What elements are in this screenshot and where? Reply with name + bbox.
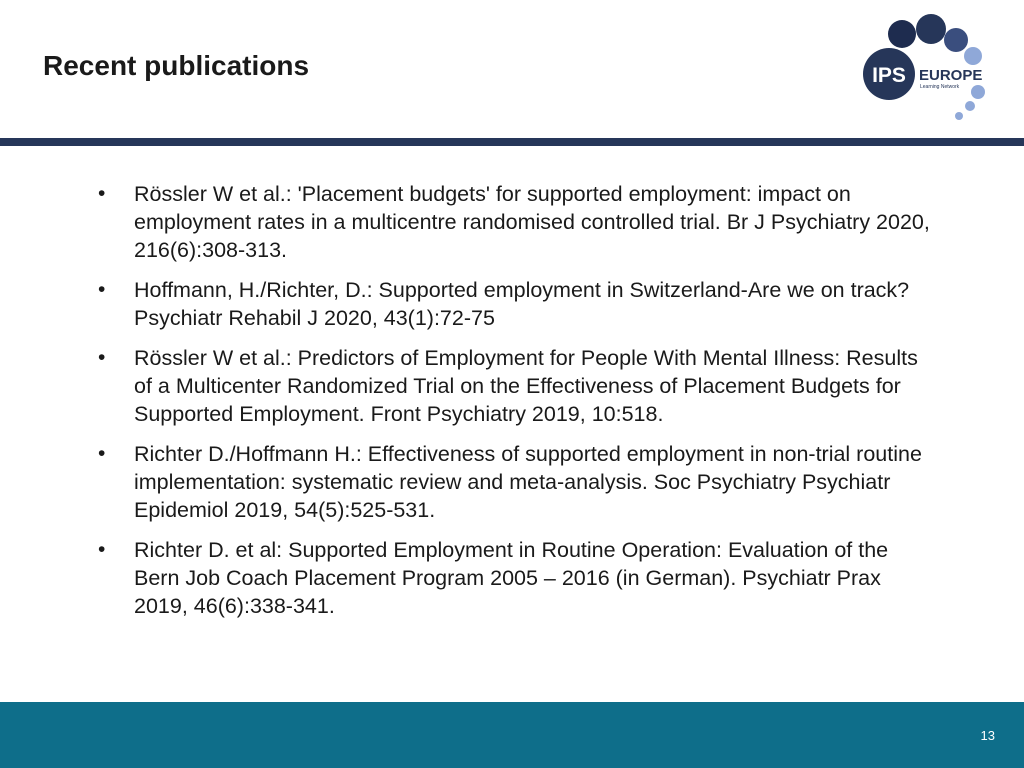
page-number: 13 <box>980 728 995 743</box>
bullet-marker: • <box>98 538 106 561</box>
publication-item <box>98 440 938 524</box>
logo-ips-text: IPS <box>872 64 906 87</box>
logo-dot-4 <box>964 47 982 65</box>
bullet-marker: • <box>98 346 106 369</box>
logo-dot-1 <box>888 20 916 48</box>
publication-item <box>98 344 938 428</box>
bullet-marker: • <box>98 278 106 301</box>
ips-europe-logo <box>856 10 996 126</box>
publication-citation: Rössler W et al.: 'Placement budgets' for supported employment: impact on employment rates in a multicentre randomised controlled trial. Br J Psychiatry 2020, 216(6):308-313. <box>134 182 930 262</box>
publication-citation: Rössler W et al.: Predictors of Employment for People With Mental Illness: Results of a Multicenter Randomized Trial on the Effectiveness of Placement Budgets for Supported Employment. Front Psychiatry 2019, 10:518. <box>134 346 918 426</box>
logo-dot-7 <box>955 112 963 120</box>
logo-europe-text: EUROPE <box>919 67 983 84</box>
publication-item <box>98 276 938 332</box>
publication-item <box>98 180 938 264</box>
slide-title: Recent publications <box>43 50 310 81</box>
publication-item <box>98 536 938 620</box>
logo-dot-3 <box>944 28 968 52</box>
publication-citation: Hoffmann, H./Richter, D.: Supported employment in Switzerland-Are we on track? Psychiatr Rehabil J 2020, 43(1):72-75 <box>134 278 910 330</box>
publication-list <box>98 180 938 632</box>
logo-dot-5 <box>971 85 985 99</box>
logo-dot-6 <box>965 101 975 111</box>
publication-citation: Richter D./Hoffmann H.: Effectiveness of supported employment in non-trial routine implementation: systematic review and meta-analysis. Soc Psychiatry Psychiatr Epidemiol 2019, 54(5):525-531. <box>134 442 922 522</box>
ips-europe-logo-graphic <box>856 10 996 126</box>
publication-citation: Richter D. et al: Supported Employment in Routine Operation: Evaluation of the Bern Job Coach Placement Program 2005 – 2016 (in German). Psychiatr Prax 2019, 46(6):338-341. <box>134 538 889 618</box>
footer-bar <box>0 702 1024 768</box>
header-divider <box>0 138 1024 146</box>
bullet-marker: • <box>98 442 106 465</box>
logo-tagline-text: Learning Network <box>920 84 960 90</box>
logo-dot-2 <box>916 14 946 44</box>
bullet-marker: • <box>98 182 106 205</box>
